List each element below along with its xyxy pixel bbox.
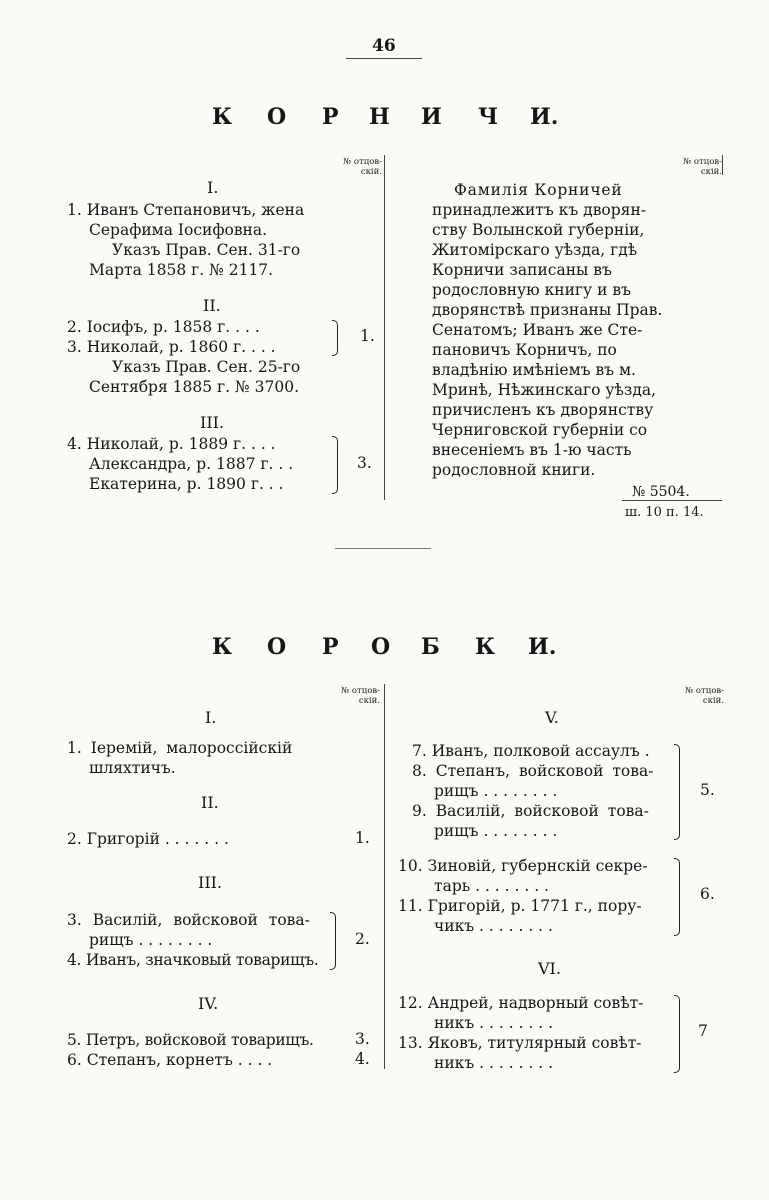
entry-line: рищъ . . . . . . . .	[434, 782, 558, 800]
title-letter: И.	[528, 634, 557, 660]
entry-line: 11. Григорій, р. 1771 г., пору-	[398, 897, 642, 915]
entry-line: 1. Иванъ Степановичъ, жена	[67, 201, 305, 219]
reference-number: № 5504.	[632, 484, 690, 500]
entry-line: Александра, р. 1887 г. . .	[89, 455, 294, 473]
description-line: Мринѣ, Нѣжинскаго уѣзда,	[432, 381, 657, 399]
description-line: родословную книгу и въ	[432, 281, 631, 299]
title-letter: О	[267, 634, 287, 660]
title-letter: Р	[322, 104, 339, 130]
father-number: 3.	[357, 454, 372, 472]
entry-line: 8. Степанъ, войсковой това-	[412, 762, 654, 780]
roman-numeral: I.	[205, 708, 217, 727]
entry-line: рищъ . . . . . . . .	[89, 931, 213, 949]
entry-line: 7. Иванъ, полковой ассаулъ .	[412, 742, 650, 760]
entry-line: Указъ Прав. Сен. 31-го	[112, 241, 301, 259]
description-line: Черниговской губерніи со	[432, 421, 648, 439]
roman-numeral: II.	[203, 296, 221, 315]
description-line: причисленъ къ дворянству	[432, 401, 654, 419]
column-note-right: № отцов- скій.	[685, 686, 724, 706]
column-note-right: № отцов- скій.	[683, 157, 722, 177]
reference-rule	[622, 500, 722, 501]
brace	[332, 436, 338, 494]
entry-line: Серафима Іосифовна.	[89, 221, 268, 239]
entry-line: рищъ . . . . . . . .	[434, 822, 558, 840]
entry-line: Указъ Прав. Сен. 25-го	[112, 358, 301, 376]
title-letter: Н	[369, 104, 390, 130]
brace	[330, 912, 336, 970]
title-letter: Р	[322, 634, 339, 660]
description-line: родословной книги.	[432, 461, 596, 479]
description-line: Фамилія Корничей	[454, 181, 623, 199]
father-number: 1.	[360, 327, 375, 345]
entry-line: 13. Яковъ, титулярный совѣт-	[398, 1034, 642, 1052]
brace	[674, 995, 680, 1073]
entry-line: 6. Степанъ, корнетъ . . . .	[67, 1051, 273, 1069]
entry-line: никъ . . . . . . . .	[434, 1054, 554, 1072]
entry-line: чикъ . . . . . . . .	[434, 917, 553, 935]
entry-line: 1. Іеремій, малороссійскій	[67, 739, 293, 757]
entry-line: Сентября 1885 г. № 3700.	[89, 378, 299, 396]
title-letter: И	[421, 104, 442, 130]
title-letter: К	[475, 634, 496, 660]
page-number: 46	[372, 36, 396, 56]
description-line: владѣнію имѣніемъ въ м.	[432, 361, 636, 379]
entry-line: никъ . . . . . . . .	[434, 1014, 554, 1032]
entry-line: тарь . . . . . . . .	[434, 877, 550, 895]
description-line: пановичъ Корничъ, по	[432, 341, 617, 359]
page-number-rule	[346, 58, 422, 59]
entry-line: 4. Иванъ, значковый товарищъ.	[67, 951, 319, 969]
column-rule	[722, 155, 723, 175]
entry-line: 12. Андрей, надворный совѣт-	[398, 994, 644, 1012]
roman-numeral: V.	[545, 708, 559, 727]
title-letter: Б	[421, 634, 440, 660]
column-note-left: № отцов- скій.	[343, 157, 382, 177]
description-line: Корничи записаны въ	[432, 261, 612, 279]
column-note-left: № отцов- скій.	[341, 686, 380, 706]
reference-shelf: ш. 10 п. 14.	[625, 505, 704, 520]
description-line: Житомірскаго уѣзда, гдѣ	[432, 241, 638, 259]
title-letter: О	[267, 104, 287, 130]
section-divider	[335, 548, 431, 549]
entry-line: шляхтичъ.	[89, 759, 176, 777]
title-letter: О	[371, 634, 391, 660]
section-title-korobki	[0, 634, 769, 664]
title-letter: Ч	[478, 104, 499, 130]
father-number: 2.	[355, 930, 370, 948]
entry-line: 2. Іосифъ, р. 1858 г. . . .	[67, 318, 260, 336]
description-line: дворянствѣ признаны Прав.	[432, 301, 663, 319]
father-number: 5.	[700, 781, 715, 799]
description-line: Сенатомъ; Иванъ же Сте-	[432, 321, 643, 339]
father-number: 1.	[355, 829, 370, 847]
entry-line: 5. Петръ, войсковой товарищъ.	[67, 1031, 314, 1049]
column-rule	[384, 155, 385, 500]
entry-line: 10. Зиновій, губернскій секре-	[398, 857, 648, 875]
roman-numeral: III.	[198, 873, 223, 892]
entry-line: 4. Николай, р. 1889 г. . . .	[67, 435, 276, 453]
description-line: ству Волынской губерніи,	[432, 221, 645, 239]
roman-numeral: III.	[200, 413, 225, 432]
brace	[674, 744, 680, 840]
roman-numeral: VI.	[538, 959, 561, 978]
roman-numeral: II.	[201, 793, 219, 812]
roman-numeral: IV.	[198, 994, 219, 1013]
father-number: 7	[698, 1022, 708, 1040]
entry-line: 3. Василій, войсковой това-	[67, 911, 310, 929]
entry-line: Екатерина, р. 1890 г. . .	[89, 475, 284, 493]
title-letter: К	[212, 104, 233, 130]
title-letter: К	[212, 634, 233, 660]
father-number: 3.	[355, 1030, 370, 1048]
brace	[674, 858, 680, 936]
title-letter: И.	[530, 104, 559, 130]
entry-line: 9. Василій, войсковой това-	[412, 802, 649, 820]
father-number: 4.	[355, 1050, 370, 1068]
description-line: принадлежитъ къ дворян-	[432, 201, 647, 219]
column-rule	[384, 684, 385, 1069]
entry-line: Марта 1858 г. № 2117.	[89, 261, 274, 279]
entry-line: 2. Григорій . . . . . . .	[67, 830, 229, 848]
entry-line: 3. Николай, р. 1860 г. . . .	[67, 338, 276, 356]
brace	[332, 320, 338, 356]
roman-numeral: I.	[207, 178, 219, 197]
father-number: 6.	[700, 885, 715, 903]
description-line: внесеніемъ въ 1-ю часть	[432, 441, 632, 459]
section-title-kornichi	[0, 104, 769, 134]
